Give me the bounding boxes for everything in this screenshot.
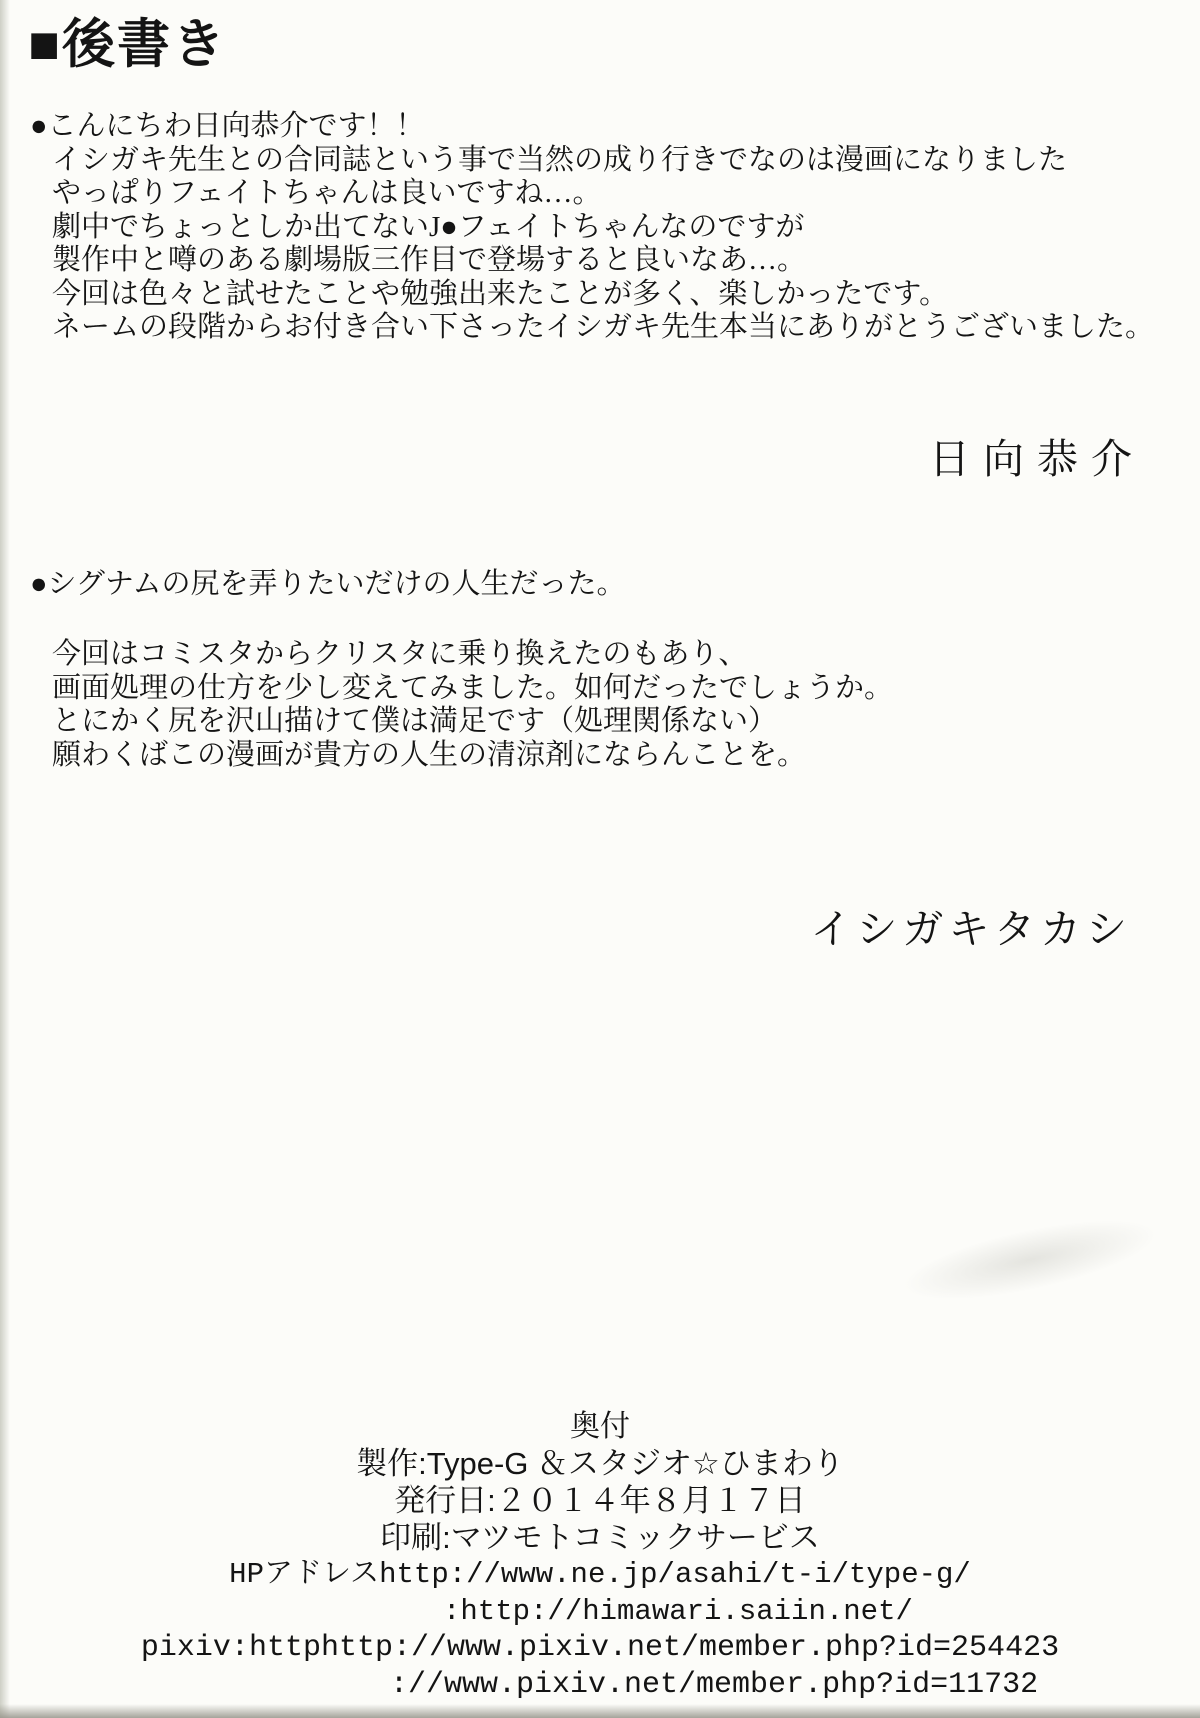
signature-hinata-kyousuke: 日向恭介 [929, 436, 1145, 482]
colophon-hp-address-2: :http://himawari.saiin.net/ [443, 1595, 913, 1628]
colophon-title: 奥付 [570, 1410, 630, 1443]
colophon-hp-address: HPアドレスhttp://www.ne.jp/asahi/t-i/type-g/ [229, 1558, 971, 1591]
hinata-comment-paragraph [30, 110, 1154, 345]
colophon-publish-date: 発行日:２０１４年８月１７日 [394, 1483, 806, 1518]
comment-line: 今回はコミスタからクリスタに乗り換えたのもあり、 [52, 638, 748, 670]
colophon-production: 製作:Type-G ＆スタジオ☆ひまわり [356, 1446, 844, 1481]
comment-line: とにかく尻を沢山描けて僕は満足です（処理関係ない） [52, 705, 778, 737]
signature-ishigaki-takashi: イシガキタカシ [810, 906, 1132, 952]
scan-smudge [897, 1204, 1164, 1317]
scan-edge-bottom [0, 1704, 1200, 1718]
comment-line: やっぱりフェイトちゃんは良いですね…。 [52, 177, 602, 209]
page-title: ■後書き [28, 16, 228, 74]
comment-line: 願わくばこの漫画が貴方の人生の清涼剤にならんことを。 [52, 738, 807, 771]
colophon-pixiv-url-2: ://www.pixiv.net/member.php?id=11732 [390, 1668, 1039, 1702]
colophon-pixiv-url-1: pixiv:httphttp://www.pixiv.net/member.php?id=254423 [140, 1631, 1060, 1665]
colophon-printer: 印刷:マツモトコミックサービス [380, 1520, 820, 1555]
colophon [0, 1408, 1200, 1704]
ishigaki-opening-line: ●シグナムの尻を弄りたいだけの人生だった。 [30, 568, 626, 600]
comment-line: 製作中と噂のある劇場版三作目で登場すると良いなあ…。 [52, 244, 807, 276]
comment-line: ネームの段階からお付き合い下さったイシガキ先生本当にありがとうございました。 [52, 311, 1155, 343]
ishigaki-comment-paragraph [52, 638, 893, 772]
comment-line: 画面処理の仕方を少し変えてみました。如何だったでしょうか。 [52, 671, 894, 704]
comment-line: イシガキ先生との合同誌という事で当然の成り行きでなのは漫画になりました [52, 143, 1068, 176]
comment-line: 今回は色々と試せたことや勉強出来たことが多く、楽しかったです。 [52, 277, 949, 310]
comment-line: 劇中でちょっとしか出てないJ●フェイトちゃんなのですが [52, 210, 805, 243]
comment-line: ●こんにちわ日向恭介です！！ [30, 110, 425, 142]
